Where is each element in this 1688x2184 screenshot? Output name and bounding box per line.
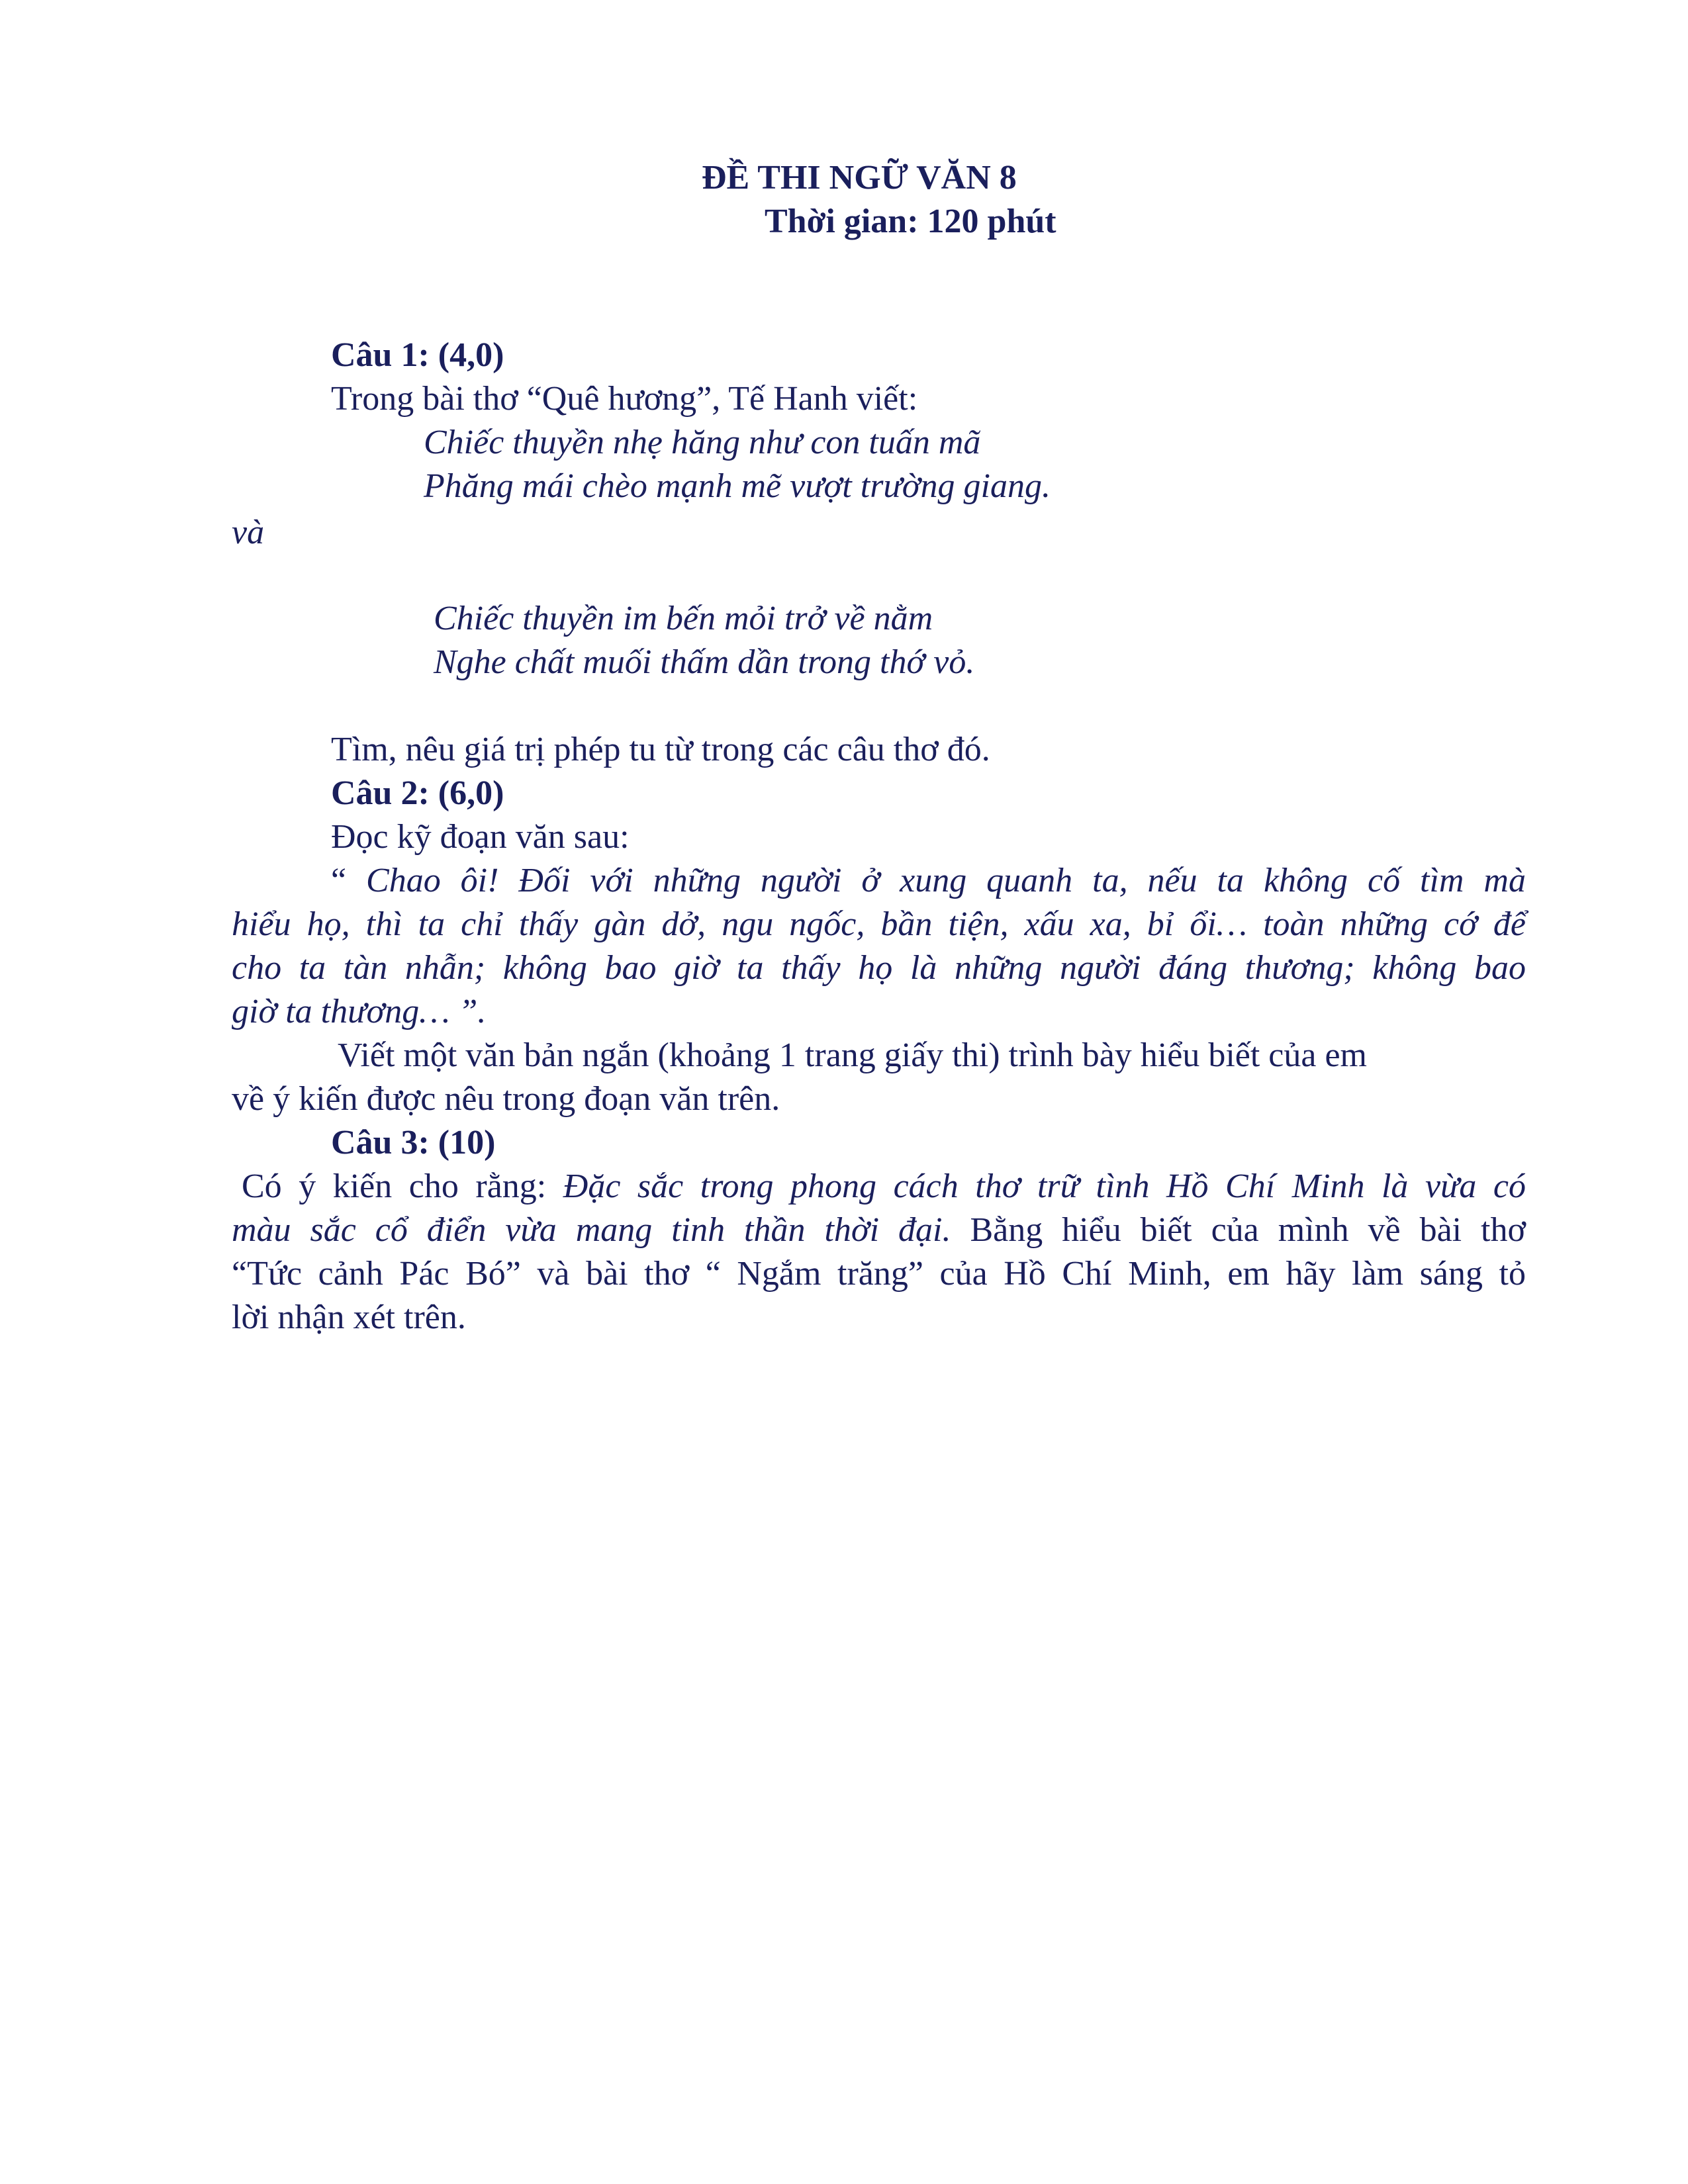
q3-line1-italic: Đặc sắc trong phong cách thơ trữ tình Hồ Chí Minh là vừa có [563, 1167, 1526, 1205]
q2-quote-line3: cho ta tàn nhẫn; không bao giờ ta thấy họ là những người đáng thương; không bao [232, 949, 1526, 987]
q1-connector: và [232, 514, 265, 551]
q1-task: Tìm, nêu giá trị phép tu từ trong các câu thơ đó. [331, 731, 990, 768]
q1-verse1-line1: Chiếc thuyền nhẹ hăng như con tuấn mã [424, 424, 981, 461]
q2-task-line2: về ý kiến được nêu trong đoạn văn trên. [232, 1080, 780, 1118]
q2-quote-text1: Chao ôi! Đối với những người ở xung quanh ta, nếu ta không cố tìm mà [366, 862, 1526, 899]
q1-heading: Câu 1: (4,0) [331, 336, 504, 374]
q1-intro: Trong bài thơ “Quê hương”, Tế Hanh viết: [331, 380, 918, 418]
q1-verse2-line1: Chiếc thuyền im bến mỏi trở về nằm [434, 600, 933, 637]
q2-quote-line1 [331, 859, 1526, 903]
q2-intro: Đọc kỹ đoạn văn sau: [331, 818, 630, 856]
q3-line2 [232, 1208, 1526, 1252]
q3-heading: Câu 3: (10) [331, 1124, 496, 1161]
q1-verse1-line2: Phăng mái chèo mạnh mẽ vượt trường giang. [424, 467, 1051, 505]
q2-task-line1: Viết một văn bản ngắn (khoảng 1 trang giấy thi) trình bày hiểu biết của em [338, 1036, 1367, 1074]
exam-time: Thời gian: 120 phút [765, 203, 1056, 240]
exam-title: ĐỀ THI NGỮ VĂN 8 [702, 159, 1017, 197]
quote-open-mark: “ [331, 862, 367, 899]
q3-line3: “Tức cảnh Pác Bó” và bài thơ “ Ngắm trăng” của Hồ Chí Minh, em hãy làm sáng tỏ [232, 1255, 1526, 1293]
q3-line1-prefix: Có ý kiến cho rằng: [242, 1167, 563, 1205]
q3-line2-italic: màu sắc cổ điển vừa mang tinh thần thời đại. [232, 1211, 951, 1249]
q2-quote-line4: giờ ta thương… ”. [232, 993, 487, 1030]
q3-line4: lời nhận xét trên. [232, 1298, 466, 1336]
q3-line2-rest: Bằng hiểu biết của mình về bài thơ [951, 1211, 1526, 1249]
q3-line1 [242, 1165, 1526, 1208]
q1-verse2-line2: Nghe chất muối thấm dần trong thớ vỏ. [434, 643, 975, 681]
q2-heading: Câu 2: (6,0) [331, 774, 504, 812]
q2-quote-line2: hiểu họ, thì ta chỉ thấy gàn dở, ngu ngốc, bần tiện, xấu xa, bỉ ổi… toàn những cớ để [232, 905, 1526, 943]
